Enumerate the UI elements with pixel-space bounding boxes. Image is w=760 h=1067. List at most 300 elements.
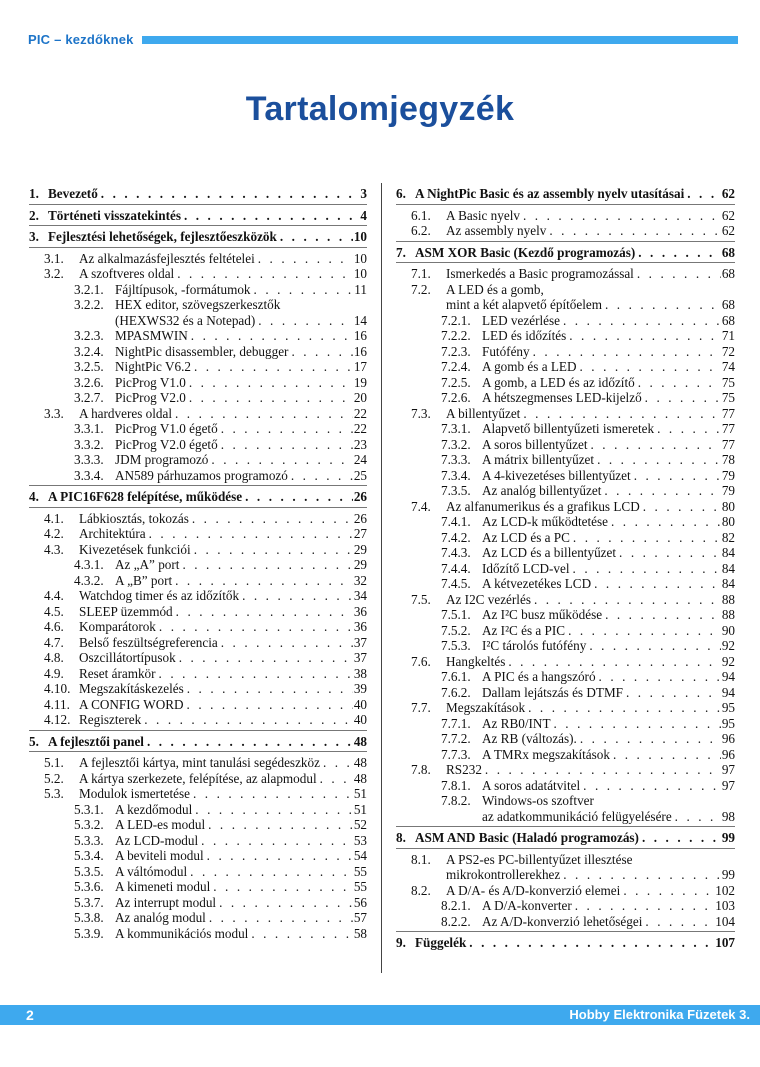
toc-entry [396, 328, 735, 344]
toc-leader-dots [146, 526, 353, 542]
toc-entry-number: 7.4.5. [441, 576, 471, 591]
toc-entry [396, 483, 735, 499]
toc-entry-number: 4. [29, 489, 39, 504]
toc-entry-title: A gomb és a LED [482, 359, 577, 374]
toc-entry [29, 421, 367, 437]
toc-entry [396, 883, 735, 899]
toc-entry-title: MPASMWIN [115, 328, 188, 343]
toc-page-number: 10 [353, 250, 367, 266]
toc-leader-dots [577, 359, 722, 375]
toc-entry-number: 7.3.5. [441, 483, 471, 498]
toc-entry-title: PicProg V2.0 [115, 390, 186, 405]
toc-entry-number: 3.2.4. [74, 343, 104, 359]
toc-entry-number: 6.2. [411, 223, 431, 238]
toc-entry-title: A D/A- és A/D-konverzió elemei [446, 882, 621, 898]
toc-entry-title: Megszakítások [446, 700, 526, 715]
toc-entry [29, 328, 367, 344]
toc-entry-number: 1. [29, 186, 39, 201]
toc-entry-title: LED és időzítés [482, 328, 567, 343]
section-rule [396, 262, 735, 263]
toc-page-number: 94 [721, 669, 735, 684]
toc-entry [396, 282, 735, 298]
toc-entry [29, 390, 367, 406]
toc-page-number: 97 [721, 762, 735, 777]
toc-leader-dots [179, 557, 353, 573]
toc-page-number: 48 [353, 733, 367, 749]
toc-entry-title: Az alfanumerikus és a grafikus LCD [446, 498, 640, 514]
toc-entry-title: Az „A” port [115, 557, 180, 572]
toc-entry-number: 7.4.3. [441, 545, 471, 560]
toc-entry-title: A PIC16F628 felépítése, működése [48, 489, 243, 504]
toc-entry-title: Komparátorok [79, 619, 156, 634]
toc-entry [29, 297, 367, 313]
toc-entry-title: A PIC és a hangszóró [482, 669, 596, 684]
toc-entry [396, 266, 735, 282]
toc-entry-title: A beviteli modul [115, 848, 204, 863]
toc-page-number: 77 [721, 436, 735, 452]
toc-chapter [29, 186, 367, 202]
toc-entry [396, 499, 735, 515]
toc-leader-dots [560, 867, 721, 883]
toc-entry-title: A PS2-es PC-billentyűzet illesztése [446, 851, 633, 867]
toc-leader-dots [320, 755, 353, 771]
toc-entry-number: 7.5.2. [441, 622, 471, 638]
toc-entry-number: 3.3.2. [74, 436, 104, 452]
toc-entry-number: 6. [396, 186, 406, 201]
toc-entry-number: 3.2.3. [74, 328, 104, 343]
toc-entry-title: A NightPic Basic és az assembly nyelv utasításai [415, 186, 685, 201]
toc-entry [396, 669, 735, 685]
toc-page-number: 58 [353, 925, 367, 941]
toc-page-number: 62 [721, 207, 735, 223]
toc-page-number: 24 [353, 452, 367, 467]
toc-entry [396, 437, 735, 453]
toc-leader-dots [187, 864, 353, 880]
toc-leader-dots [602, 297, 721, 313]
toc-leader-dots [184, 681, 353, 697]
toc-leader-dots [594, 452, 721, 468]
toc-entry [396, 654, 735, 670]
toc-leader-dots [141, 712, 353, 728]
toc-entry-number: 5.2. [44, 770, 64, 786]
toc-page-number: 107 [715, 935, 735, 950]
section-rule [29, 204, 367, 205]
footer-publication: Hobby Elektronika Füzetek 3. [569, 1007, 750, 1022]
toc-entry [396, 638, 735, 654]
toc-entry [29, 313, 367, 329]
toc-leader-dots [531, 592, 721, 608]
toc-page-number: 84 [721, 560, 735, 576]
toc-page-number: 3 [360, 186, 367, 201]
toc-leader-dots [174, 266, 353, 282]
toc-leader-dots [642, 390, 721, 406]
toc-entry-number: 3.1. [44, 250, 64, 266]
toc-leader-dots [586, 638, 721, 654]
toc-entry-number: 7.3.4. [441, 467, 471, 483]
toc-leader-dots [191, 542, 353, 558]
toc-entry-title: Regiszterek [79, 712, 142, 727]
toc-leader-dots [570, 530, 721, 546]
toc-page-number: 77 [721, 405, 735, 421]
toc-leader-dots [570, 561, 721, 577]
toc-entry-title: A gomb, a LED és az időzítő [482, 374, 635, 390]
toc-leader-dots [654, 421, 721, 437]
toc-entry [396, 514, 735, 530]
toc-page-number: 23 [353, 436, 367, 452]
toc-entry-title: A Basic nyelv [446, 207, 520, 223]
toc-entry-number: 7. [396, 244, 406, 260]
toc-entry-title: Fájltípusok, -formátumok [115, 281, 251, 297]
toc-entry [396, 375, 735, 391]
toc-page-number: 57 [353, 910, 367, 925]
toc-entry-number: 7.3.2. [441, 436, 471, 452]
toc-entry [396, 208, 735, 224]
toc-entry-number: 3.3.1. [74, 421, 104, 436]
toc-leader-dots [635, 245, 721, 261]
toc-leader-dots [639, 830, 721, 846]
toc-entry [29, 635, 367, 651]
toc-page-number: 95 [721, 715, 735, 731]
toc-entry-title: A LED és a gomb, [446, 281, 544, 297]
toc-leader-dots [172, 573, 353, 589]
toc-entry-title: ASM AND Basic (Haladó programozás) [415, 830, 639, 845]
toc-entry-title: A billentyűzet [446, 405, 521, 421]
toc-page-number: 75 [721, 374, 735, 390]
toc-entry-title: AN589 párhuzamos programozó [115, 467, 288, 483]
toc-page-number: 52 [353, 817, 367, 832]
toc-page-number: 104 [715, 913, 735, 929]
toc-leader-dots [255, 251, 353, 267]
toc-page-number: 79 [721, 483, 735, 498]
section-rule [29, 730, 367, 731]
toc-entry [29, 542, 367, 558]
toc-leader-dots [198, 833, 353, 849]
toc-entry [396, 685, 735, 701]
toc-entry-title: RS232 [446, 762, 482, 777]
toc-entry-number: 7.4.4. [441, 560, 471, 576]
toc-page-number: 36 [353, 619, 367, 634]
toc-entry [396, 223, 735, 239]
toc-entry [396, 731, 735, 747]
toc-entry-title: Az LCD és a billentyűzet [482, 545, 617, 560]
toc-entry-number: 4.3.1. [74, 557, 104, 572]
column-divider [381, 183, 382, 973]
toc-leader-dots [184, 697, 353, 713]
toc-entry-number: 5.3.4. [74, 848, 104, 863]
toc-entry [396, 359, 735, 375]
section-rule [29, 225, 367, 226]
toc-entry-number: 7.6.2. [441, 684, 471, 700]
toc-page-number: 88 [721, 591, 735, 607]
toc-entry-title: A szoftveres oldal [79, 266, 175, 281]
toc-leader-dots [551, 716, 722, 732]
toc-page-number: 68 [721, 266, 735, 281]
toc-entry [396, 898, 735, 914]
toc-entry-number: 5.3.3. [74, 832, 104, 848]
toc-entry [29, 771, 367, 787]
toc-entry-number: 7.7. [411, 700, 431, 715]
toc-entry-title: Architektúra [79, 526, 146, 541]
toc-entry-title: JDM programozó [115, 452, 209, 467]
toc-page-number: 95 [721, 700, 735, 715]
toc-entry-number: 7.2.5. [441, 374, 471, 390]
toc-entry-number: 4.1. [44, 510, 64, 526]
toc-entry-number: 7.7.2. [441, 731, 471, 746]
toc-leader-dots [505, 654, 721, 670]
toc-entry-number: 3.2.5. [74, 359, 104, 374]
toc-leader-dots [620, 883, 715, 899]
toc-page-number: 96 [721, 746, 735, 762]
toc-entry-title: HEX editor, szövegszerkesztők [115, 297, 281, 312]
toc-leader-dots [672, 809, 721, 825]
toc-page-number: 4 [360, 207, 367, 223]
toc-entry [396, 607, 735, 623]
toc-entry-title: Az LCD-k működtetése [482, 514, 608, 529]
toc-entry-title: A hardveres oldal [79, 405, 173, 421]
toc-entry-number: 7.6. [411, 653, 431, 669]
toc-entry-title: Windows-os szoftver [482, 793, 594, 808]
toc-leader-dots [623, 685, 721, 701]
toc-leader-dots [176, 650, 353, 666]
toc-entry-number: 4.9. [44, 665, 64, 681]
toc-page-number: 75 [721, 390, 735, 405]
toc-entry [396, 592, 735, 608]
toc-leader-dots [482, 762, 721, 778]
toc-leader-dots [205, 817, 353, 833]
toc-leader-dots [98, 186, 353, 202]
section-rule [396, 241, 735, 242]
toc-entry [29, 895, 367, 911]
toc-entry [29, 406, 367, 422]
section-rule [396, 848, 735, 849]
toc-entry [396, 576, 735, 592]
toc-entry-number: 5.3.8. [74, 910, 104, 925]
toc-entry [396, 623, 735, 639]
toc-entry-title: Belső feszültségreferencia [79, 634, 218, 650]
toc-entry-title: I²C tárolós futófény [482, 638, 587, 653]
toc-page-number: 14 [353, 312, 367, 328]
toc-entry-title: Az interrupt modul [115, 894, 217, 910]
toc-entry-number: 4.7. [44, 634, 64, 650]
toc-entry-number: 7.8.1. [441, 777, 471, 793]
toc-entry-number: 4.10. [44, 681, 71, 696]
toc-entry-title: NightPic disassembler, debugger [115, 343, 289, 359]
toc-leader-dots [566, 328, 721, 344]
toc-leader-dots [216, 895, 353, 911]
toc-leader-dots [634, 266, 721, 282]
toc-leader-dots [466, 935, 715, 951]
toc-leader-dots [156, 666, 353, 682]
toc-entry [29, 681, 367, 697]
toc-leader-dots [208, 452, 353, 468]
toc-entry-title: Hangkeltés [446, 653, 506, 669]
toc-entry-number: 5.3.1. [74, 801, 104, 817]
toc-leader-dots [591, 576, 721, 592]
toc-entry [29, 468, 367, 484]
toc-entry-title: mikrokontrollerekhez [446, 867, 561, 882]
toc-entry [29, 452, 367, 468]
toc-leader-dots [580, 778, 721, 794]
toc-entry-title: Az RB (változás). [482, 731, 577, 746]
toc-leader-dots [642, 914, 715, 930]
toc-page-number: 51 [353, 786, 367, 801]
toc-page-number: 99 [721, 867, 735, 882]
toc-page-number: 25 [353, 467, 367, 483]
toc-page-number: 26 [353, 489, 367, 504]
toc-leader-dots [317, 771, 353, 787]
toc-page-number: 80 [721, 514, 735, 529]
toc-page-number: 48 [353, 755, 367, 770]
toc-entry-title: Dallam lejátszás és DTMF [482, 684, 623, 700]
toc-page-number: 74 [721, 359, 735, 374]
toc-page-number: 103 [715, 898, 735, 913]
toc-chapter [396, 186, 735, 202]
toc-entry [396, 762, 735, 778]
toc-page-number: 29 [353, 541, 367, 557]
toc-entry-title: (HEXWS32 és a Notepad) [115, 312, 256, 328]
toc-entry-number: 7.8. [411, 762, 431, 777]
toc-entry-number: 3.3. [44, 405, 64, 421]
toc-entry-title: PicProg V1.0 [115, 374, 186, 390]
toc-leader-dots [173, 604, 353, 620]
toc-leader-dots [190, 786, 353, 802]
toc-entry [396, 297, 735, 313]
section-rule [396, 826, 735, 827]
toc-entry-title: Ismerkedés a Basic programozással [446, 266, 634, 281]
toc-page-number: 17 [353, 359, 367, 374]
toc-entry-title: Függelék [415, 935, 467, 950]
page-title: Tartalomjegyzék [245, 90, 515, 128]
toc-entry-number: 5.3.5. [74, 863, 104, 879]
toc-entry [29, 666, 367, 682]
toc-entry-number: 7.7.1. [441, 715, 471, 731]
toc-entry-title: PicProg V2.0 égető [115, 436, 218, 452]
toc-page-number: 79 [721, 467, 735, 483]
toc-page-number: 80 [721, 498, 735, 514]
toc-leader-dots [601, 483, 721, 499]
toc-entry [396, 530, 735, 546]
toc-leader-dots [546, 223, 721, 239]
toc-entry-title: Lábkiosztás, tokozás [79, 510, 189, 526]
toc-chapter [29, 229, 367, 245]
section-rule [29, 247, 367, 248]
toc-entry-number: 7.2.6. [441, 390, 471, 405]
toc-entry [396, 390, 735, 406]
toc-entry-number: 4.3.2. [74, 572, 104, 588]
toc-leader-dots [565, 623, 721, 639]
toc-leader-dots [610, 747, 721, 763]
toc-entry [396, 468, 735, 484]
toc-page-number: 40 [353, 712, 367, 727]
section-rule [29, 485, 367, 486]
toc-entry-title: Az I2C vezérlés [446, 591, 531, 607]
toc-page-number: 16 [353, 343, 367, 359]
toc-page-number: 102 [715, 882, 735, 898]
toc-leader-dots [572, 898, 715, 914]
toc-leader-dots [635, 375, 721, 391]
toc-entry-title: Az analóg billentyűzet [482, 483, 602, 498]
toc-entry [29, 344, 367, 360]
toc-entry-title: mint a két alapvető építőelem [446, 297, 602, 312]
toc-entry [29, 697, 367, 713]
toc-page-number: 39 [353, 681, 367, 696]
toc-page-number: 34 [353, 588, 367, 603]
toc-entry-number: 4.12. [44, 712, 71, 727]
toc-page-number: 62 [721, 223, 735, 238]
toc-entry-number: 7.2.4. [441, 359, 471, 374]
toc-entry-number: 2. [29, 207, 39, 223]
toc-page-number: 98 [721, 808, 735, 824]
toc-page-number: 29 [353, 557, 367, 572]
toc-entry-number: 4.11. [44, 696, 70, 712]
toc-page-number: 82 [721, 529, 735, 545]
toc-entry-number: 7.1. [411, 266, 431, 281]
toc-entry-title: Az LCD-modul [115, 832, 199, 848]
toc-entry [396, 700, 735, 716]
section-rule [29, 751, 367, 752]
toc-leader-dots [560, 313, 721, 329]
toc-entry-title: az adatkommunikáció felügyelésére [482, 808, 672, 824]
toc-page-number: 68 [721, 297, 735, 312]
toc-entry [29, 802, 367, 818]
toc-entry-title: Az RB0/INT [482, 715, 551, 731]
toc-right-column [396, 186, 735, 951]
toc-entry-number: 3.2.1. [74, 281, 104, 297]
toc-entry-title: Reset áramkör [79, 665, 156, 681]
toc-entry-number: 4.5. [44, 603, 64, 619]
toc-leader-dots [192, 802, 353, 818]
toc-chapter [396, 935, 735, 951]
toc-entry [29, 573, 367, 589]
toc-entry [396, 716, 735, 732]
toc-entry [29, 619, 367, 635]
toc-entry [29, 879, 367, 895]
toc-page-number: 62 [721, 186, 735, 201]
toc-entry-title: A fejlesztői kártya, mint tanulási segédeszköz [79, 755, 320, 770]
toc-entry [29, 926, 367, 942]
toc-page-number: 10 [353, 266, 367, 281]
toc-entry-title: Alapvető billentyűzeti ismeretek [482, 421, 655, 436]
toc-entry [29, 864, 367, 880]
toc-page-number: 68 [721, 312, 735, 328]
toc-leader-dots [616, 545, 721, 561]
toc-entry-title: Watchdog timer és az időzítők [79, 588, 240, 603]
section-rule [29, 507, 367, 508]
toc-page-number: 55 [353, 879, 367, 894]
toc-page-number: 32 [353, 572, 367, 588]
toc-leader-dots [189, 511, 353, 527]
toc-entry [29, 437, 367, 453]
toc-page-number: 38 [353, 665, 367, 681]
toc-leader-dots [218, 421, 353, 437]
toc-entry [29, 848, 367, 864]
toc-entry-title: Futófény [482, 343, 530, 359]
toc-page-number: 96 [721, 731, 735, 746]
toc-entry-title: A kétvezetékes LCD [482, 576, 592, 591]
toc-entry-number: 4.3. [44, 541, 64, 557]
toc-entry [396, 421, 735, 437]
toc-entry-number: 7.6.1. [441, 669, 471, 684]
toc-entry-title: Az A/D-konverzió lehetőségei [482, 913, 643, 929]
toc-page-number: 77 [721, 421, 735, 436]
toc-entry-number: 4.2. [44, 526, 64, 541]
toc-entry-number: 7.3.1. [441, 421, 471, 436]
toc-chapter [29, 208, 367, 224]
toc-leader-dots [186, 375, 353, 391]
toc-leader-dots [251, 282, 353, 298]
toc-leader-dots [186, 390, 353, 406]
toc-page-number: 94 [721, 684, 735, 700]
